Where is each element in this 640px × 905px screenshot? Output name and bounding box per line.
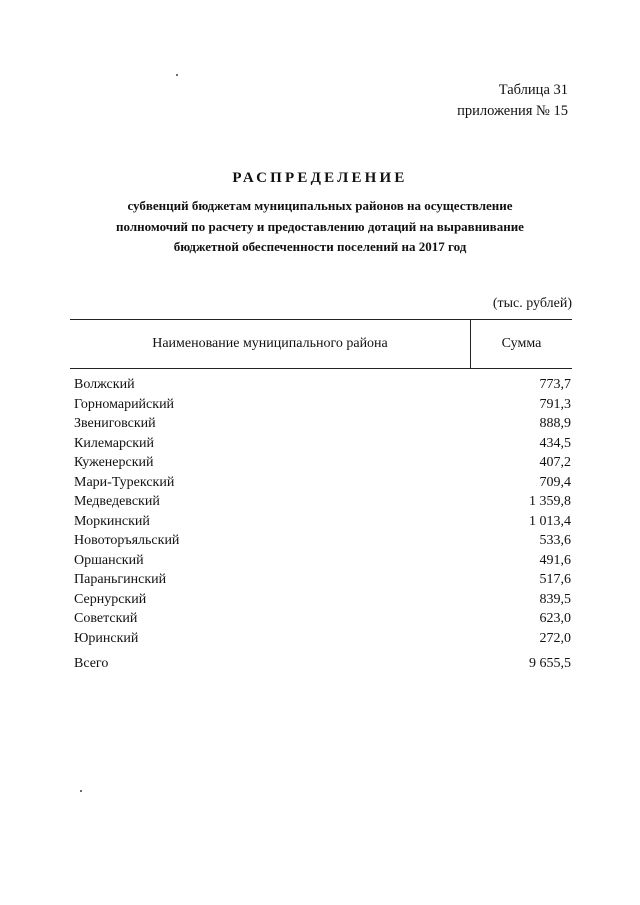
district-name: Новоторъяльский [74, 533, 180, 548]
district-amount: 491,6 [539, 552, 571, 568]
total-amount: 9 655,5 [529, 656, 571, 671]
district-amount: 791,3 [539, 396, 571, 412]
district-name: Юринский [74, 630, 139, 646]
heading-line-2: полномочий по расчету и предоставлению дотаций на выравнивание [116, 218, 524, 234]
distribution-table [70, 319, 572, 674]
total-label: Всего [74, 656, 109, 671]
scan-speck [80, 790, 82, 792]
district-name: Оршанский [74, 552, 144, 568]
district-name: Килемарский [74, 435, 155, 451]
district-amount: 272,0 [539, 630, 571, 646]
district-name: Звениговский [74, 416, 156, 431]
table-row [70, 551, 572, 571]
document-title: РАСПРЕДЕЛЕНИЕ [232, 170, 408, 186]
total-row [70, 654, 572, 674]
district-name: Сернурский [74, 591, 147, 607]
reference-appendix-number: приложения № 15 [457, 103, 568, 119]
table-row [70, 512, 572, 532]
column-header-name: Наименование муниципального района [70, 320, 471, 368]
district-amount: 517,6 [539, 572, 571, 587]
column-header-sum: Сумма [501, 336, 542, 351]
table-row [70, 453, 572, 473]
table-row [70, 473, 572, 493]
table-row [70, 531, 572, 551]
district-name: Волжский [74, 377, 135, 392]
district-name: Медведевский [74, 494, 160, 509]
heading-line-3: бюджетной обеспеченности поселений на 2017 год [173, 239, 467, 254]
table-row [70, 375, 572, 395]
unit-note: (тыс. рублей) [492, 296, 572, 311]
district-name: Горномарийский [74, 396, 175, 412]
table-row [70, 629, 572, 649]
district-amount: 709,4 [539, 474, 571, 490]
reference-table-number: Таблица 31 [498, 82, 568, 98]
table-row [70, 414, 572, 434]
district-name: Куженерский [74, 455, 154, 470]
table-row [70, 570, 572, 590]
table-row [70, 590, 572, 610]
district-amount: 888,9 [539, 416, 571, 431]
district-amount: 533,6 [539, 533, 571, 548]
district-name: Советский [74, 611, 138, 626]
table-row [70, 395, 572, 415]
scan-speck [176, 74, 178, 76]
district-name: Параньгинский [74, 572, 167, 587]
district-amount: 839,5 [539, 591, 571, 607]
district-name: Мари-Турекский [74, 474, 175, 490]
district-name: Моркинский [74, 513, 150, 529]
table-reference [457, 80, 568, 122]
district-amount: 1 013,4 [529, 513, 571, 529]
district-amount: 623,0 [539, 611, 571, 626]
heading-line-1: субвенций бюджетам муниципальных районов на осуществление [127, 198, 513, 213]
table-body [70, 375, 572, 674]
table-row [70, 434, 572, 454]
district-amount: 1 359,8 [529, 494, 571, 509]
document-heading [70, 170, 570, 258]
table-header [70, 319, 572, 369]
district-amount: 434,5 [539, 435, 571, 451]
district-amount: 773,7 [539, 377, 571, 392]
table-row [70, 609, 572, 629]
district-amount: 407,2 [539, 455, 571, 470]
table-row [70, 492, 572, 512]
